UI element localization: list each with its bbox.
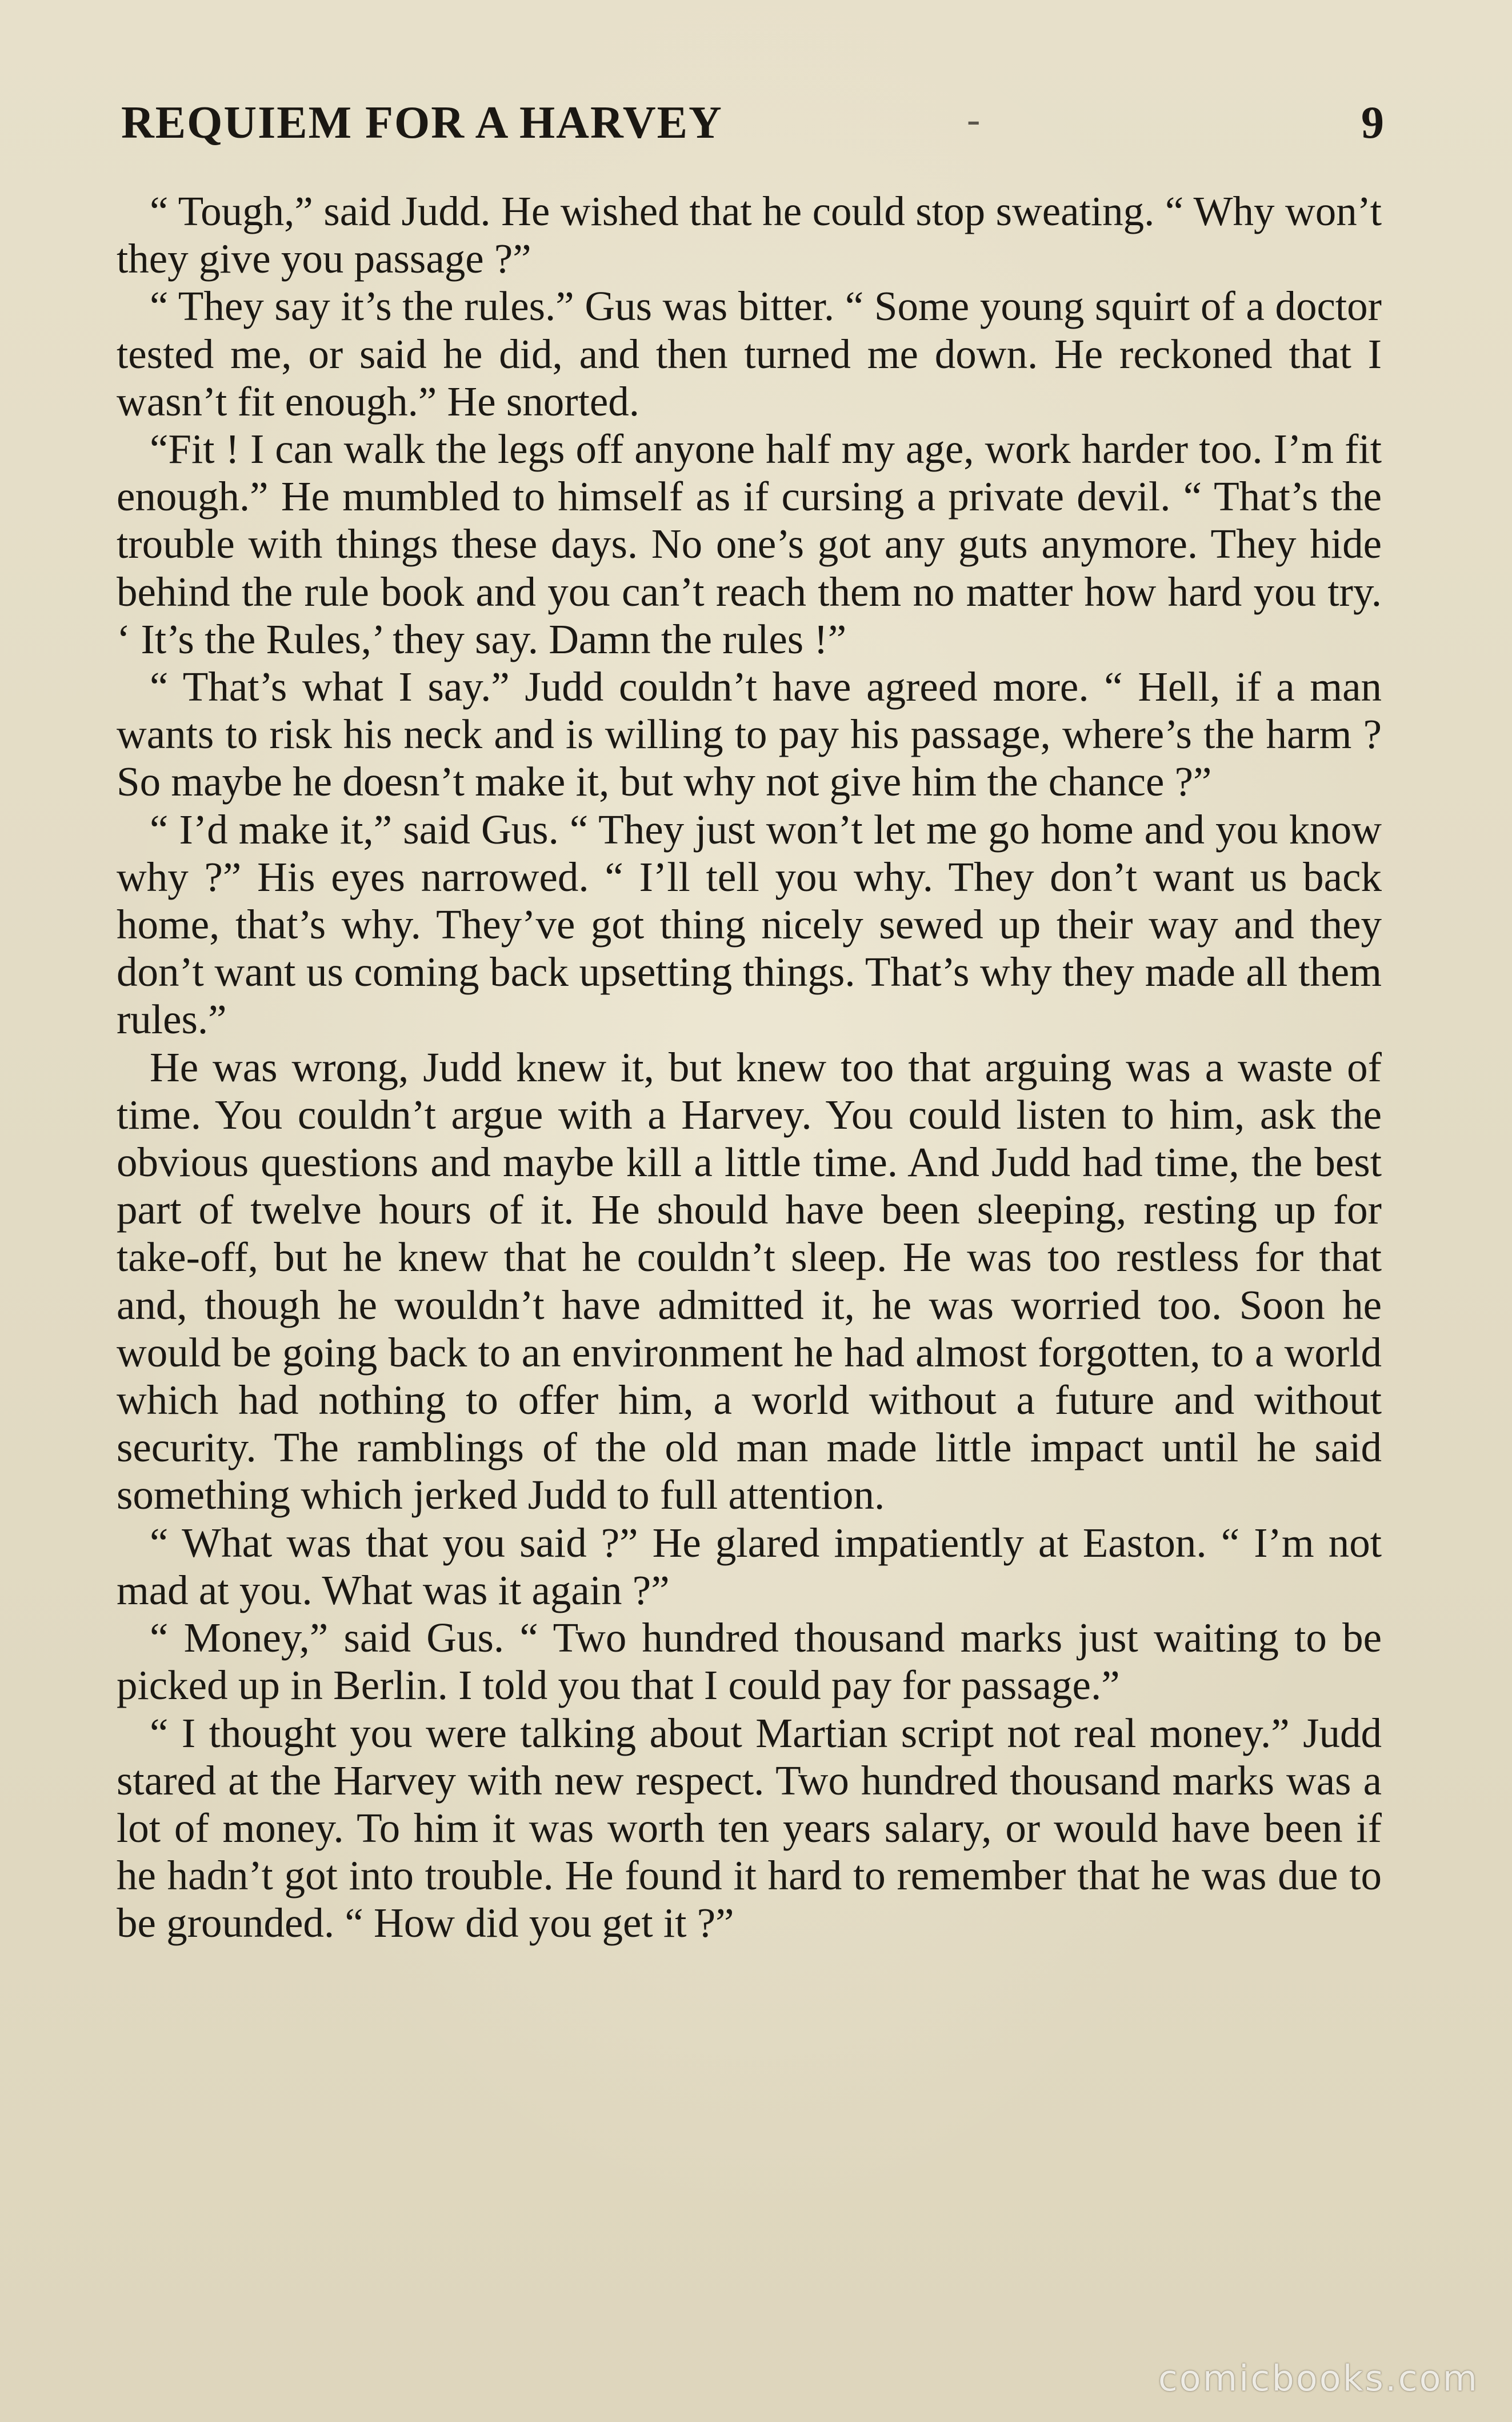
paragraph-1: “ Tough,” said Judd. He wished that he could stop sweating. “ Why won’t they give you passage ?” bbox=[117, 188, 1382, 282]
paragraph-5: “ I’d make it,” said Gus. “ They just won’t let me go home and you know why ?” His eyes narrowed. “ I’ll tell you why. They don’t want us back home, that’s why. They’ve got thing nicely sewed up their way and they don’t want us coming back upsetting things. That’s why they made all them rules.” bbox=[117, 806, 1382, 1043]
running-title: REQUIEM FOR A HARVEY bbox=[121, 98, 723, 148]
paragraph-6: He was wrong, Judd knew it, but knew too that arguing was a waste of time. You couldn’t argue with a Harvey. You could listen to him, ask the obvious questions and maybe kill a little time. And Judd had time, the best part of twelve hours of it. He should have been sleeping, resting up for take-off, but he knew that he couldn’t sleep. He was too restless for that and, though he wouldn’t have admitted it, he was worried too. Soon he would be going back to an environment he had almost forgotten, to a world which had nothing to offer him, a world without a future and without security. The ramblings of the old man made little impact until he said something which jerked Judd to full attention. bbox=[117, 1044, 1382, 1518]
body-text bbox=[117, 187, 1382, 1947]
paragraph-4: “ That’s what I say.” Judd couldn’t have agreed more. “ Hell, if a man wants to risk his neck and is willing to pay his passage, where’s the harm ? So maybe he doesn’t make it, but why not give him the chance ?” bbox=[117, 664, 1382, 805]
paragraph-7: “ What was that you said ?” He glared impatiently at Easton. “ I’m not mad at you. What was it again ?” bbox=[117, 1519, 1382, 1613]
paragraph-9: “ I thought you were talking about Martian script not real money.” Judd stared at the Harvey with new respect. Two hundred thousand marks was a lot of money. To him it was worth ten years salary, or would have been if he hadn’t got into trouble. He found it hard to remember that he was due to be grounded. “ How did you get it ?” bbox=[117, 1709, 1382, 1947]
paragraph-3: “Fit ! I can walk the legs off anyone half my age, work harder too. I’m fit enough.” He mumbled to himself as if cursing a private devil. “ That’s the trouble with things these days. No one’s got any guts anymore. They hide behind the rule book and you can’t reach them no matter how hard you try. ‘ It’s the Rules,’ they say. Damn the rules !” bbox=[117, 426, 1382, 662]
stray-mark: - bbox=[967, 98, 981, 142]
paragraph-8: “ Money,” said Gus. “ Two hundred thousand marks just waiting to be picked up in Berlin. I told you that I could pay for passage.” bbox=[117, 1614, 1382, 1709]
running-head bbox=[121, 91, 1384, 154]
page-number: 9 bbox=[1361, 98, 1384, 148]
watermark: comicbooks.com bbox=[1158, 2357, 1479, 2399]
paragraph-2: “ They say it’s the rules.” Gus was bitter. “ Some young squirt of a doctor tested me, or said he did, and then turned me down. He reckoned that I wasn’t fit enough.” He snorted. bbox=[117, 283, 1382, 425]
